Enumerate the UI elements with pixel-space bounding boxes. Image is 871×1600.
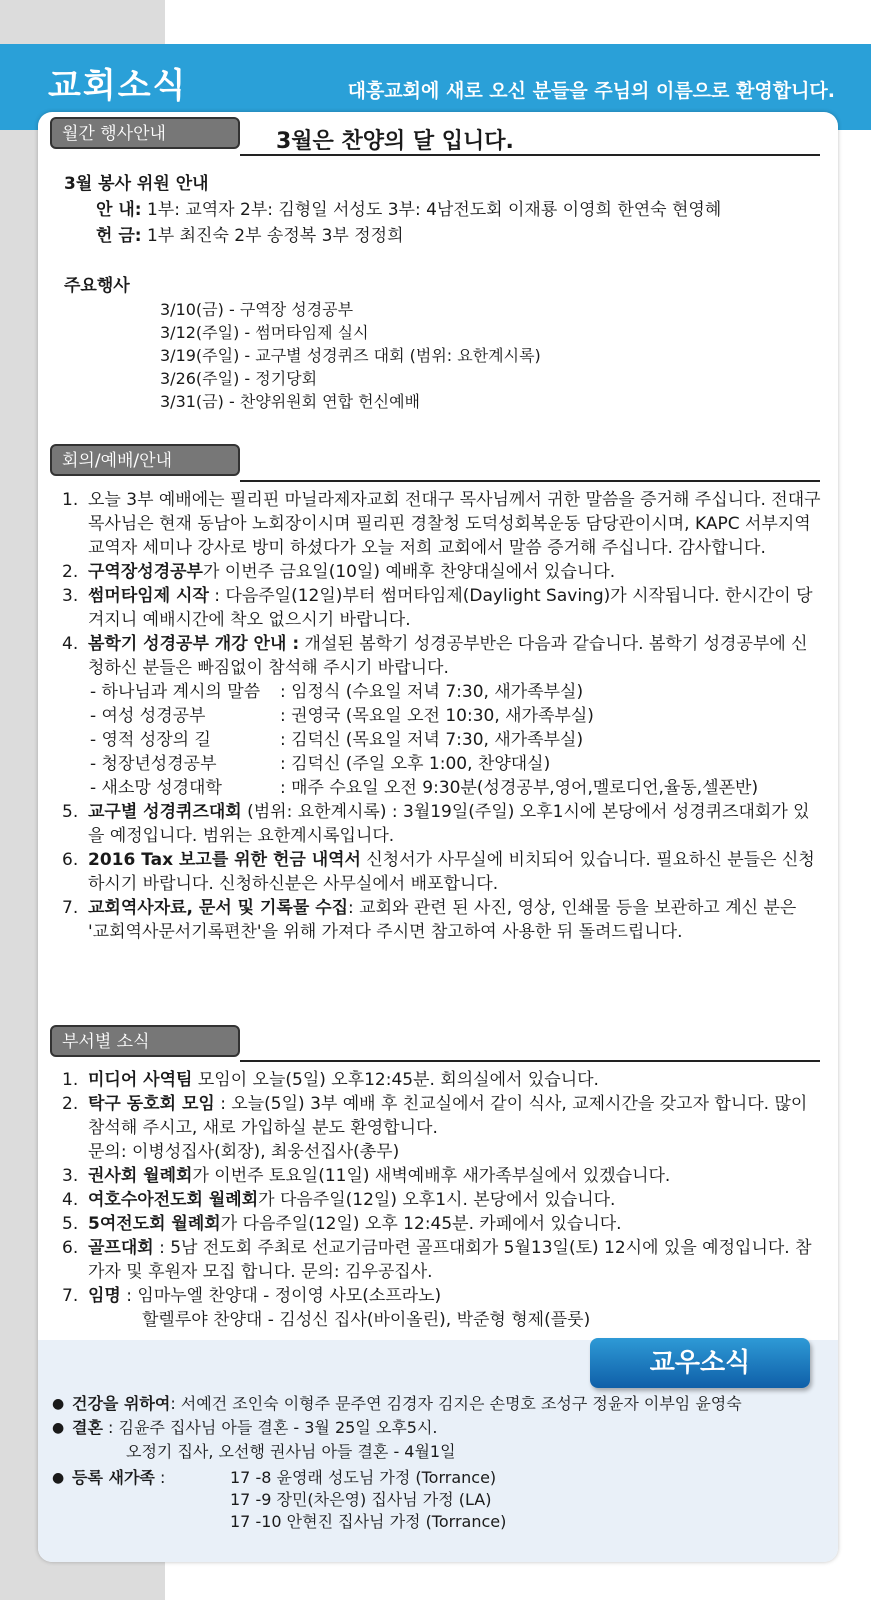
class-name: - 여성 성경공부 [90,706,206,726]
study-class [88,704,822,728]
wedding-text-2: 오정기 집사, 오선행 권사님 아들 결혼 - 4월1일 [126,1442,456,1461]
item-text: : 5남 전도회 주최로 선교기금마련 골프대회가 5월13일(토) 12시에 있을 예정입니다. 참가자 및 후원자 모집 합니다. 문의: 김우공집사. [88,1238,812,1282]
class-name: - 영적 성장의 길 [90,730,211,750]
health-text: : 서예건 조인숙 이형주 문주연 김경자 김지은 손명호 조성구 정윤자 이부임 윤영숙 [170,1394,742,1413]
list-item [62,1164,822,1188]
event-item: 3/26(주일) - 정기당회 [160,369,318,388]
appoint-line: 할렐루야 찬양대 - 김성신 집사(바이올린), 박준형 형제(플룻) [142,1310,591,1330]
bullet-icon: ● [52,1470,65,1486]
item-number: 3. [62,586,79,606]
health-label: 건강을 위하여 [72,1394,171,1413]
item-text: 개설된 봄학기 성경공부반은 다음과 같습니다. 봄학기 성경공부에 신청하신 분들은 빠짐없이 참석해 주시기 바랍니다. [88,634,808,678]
section-divider [240,480,820,482]
event-item: 3/19(주일) - 교구별 성경퀴즈 대회 (범위: 요한계시록) [160,346,541,365]
events-heading: 주요행사 [64,276,130,296]
class-name: - 새소망 성경대학 [90,778,222,798]
class-name: - 하나님과 계시의 말씀 [90,682,261,702]
study-class [88,776,822,800]
list-item [62,560,822,584]
item-number: 1. [62,490,79,510]
list-item [62,1068,822,1092]
item-number: 1. [62,1070,79,1090]
item-text: 신청서가 사무실에 비치되어 있습니다. 필요하신 분들은 신청하시기 바랍니다. 신청하신분은 사무실에서 배포합니다. [88,850,815,894]
study-class [88,752,822,776]
meeting-list [62,488,822,944]
item-number: 6. [62,850,79,870]
section-divider [240,1060,820,1062]
contact-line: 문의: 이병성집사(회장), 최웅선집사(총무) [88,1142,400,1162]
guide-label: 안 내: [96,200,142,220]
item-bold: 권사회 월례회 [88,1166,193,1186]
list-item [62,632,822,800]
item-number: 2. [62,1094,79,1114]
item-bold: 교회역사자료, 문서 및 기록물 수집 [88,898,349,918]
item-number: 4. [62,1190,79,1210]
bullet-icon: ● [52,1420,65,1436]
wedding-line [72,1416,438,1440]
item-bold: 5여전도회 월례회 [88,1214,221,1234]
list-item [62,1236,822,1284]
guide-line [96,198,721,222]
item-text: 모임이 오늘(5일) 오후12:45분. 회의실에서 있습니다. [192,1070,599,1090]
guide-text: 1부: 교역자 2부: 김형일 서성도 3부: 4남전도회 이재룡 이영희 한연숙 현영혜 [146,200,722,220]
study-class [88,680,822,704]
item-bold: 골프대회 [88,1238,154,1258]
newfam-item: 17 -9 장민(차은영) 집사님 가정 (LA) [230,1490,492,1509]
wedding-text-1: : 김윤주 집사님 아들 결혼 - 3월 25일 오후5시. [102,1418,438,1437]
list-item [62,488,822,560]
class-detail: : 김덕신 (목요일 저녁 7:30, 새가족부실) [280,730,584,750]
event-item: 3/12(주일) - 썸머타임제 실시 [160,323,369,342]
item-bold: 여호수아전도회 월례회 [88,1190,259,1210]
item-text: 오늘 3부 예배에는 필리핀 마닐라제자교회 전대구 목사님께서 귀한 말씀을 증거해 주십니다. 전대구 목사님은 현재 동남아 노회장이시며 필리핀 경찰청 도덕성회복운동 담당관이시며, KAPC 서부지역 교역자 세미나 강사로 방미 하셨다가 오늘 저희 교회에서 말씀 증거해 주십니다. 감사합니다. [88,490,821,558]
item-text: : 다음주일(12일)부터 썸머타임제(Daylight Saving)가 시작됩니다. 한시간이 당겨지니 예배시간에 착오 없으시기 바랍니다. [88,586,813,630]
wedding-label: 결혼 [72,1418,103,1437]
list-item [62,1188,822,1212]
item-number: 5. [62,1214,79,1234]
members-badge: 교우소식 [590,1338,810,1388]
item-text: (범위: 요한계시록) : 3월19일(주일) 오후1시에 본당에서 성경퀴즈대회가 있을 예정입니다. 범위는 요한계시록입니다. [88,802,810,846]
monthly-headline: 3월은 찬양의 달 입니다. [276,129,514,154]
item-bold: 임명 [88,1286,121,1306]
item-bold: 교구별 성경퀴즈대회 [88,802,242,822]
class-detail: : 권영국 (목요일 오전 10:30, 새가족부실) [280,706,594,726]
list-item [62,848,822,896]
class-detail: : 김덕신 (주일 오후 1:00, 찬양대실) [280,754,551,774]
welcome-text: 대흥교회에 새로 오신 분들을 주님의 이름으로 환영합니다. [347,80,835,102]
item-number: 7. [62,1286,79,1306]
item-number: 3. [62,1166,79,1186]
bullet-icon: ● [52,1396,65,1412]
class-detail: : 임정식 (수요일 저녁 7:30, 새가족부실) [280,682,584,702]
service-heading: 3월 봉사 위원 안내 [64,174,209,194]
class-detail: : 매주 수요일 오전 9:30분(성경공부,영어,멜로디언,율동,셀폰반) [280,778,759,798]
item-bold: 구역장성경공부 [88,562,203,582]
item-text: : 오늘(5일) 3부 예배 후 친교실에서 같이 식사, 교제시간을 갖고자 합니다. 많이 참석해 주시고, 새로 가입하실 분도 환영합니다. [88,1094,808,1138]
offering-text: 1부 최진숙 2부 송정복 3부 정정희 [146,226,404,246]
item-number: 2. [62,562,79,582]
page-title: 교회소식 [48,66,188,106]
dept-list [62,1068,822,1332]
item-text: : 임마누엘 찬양대 - 정이영 사모(소프라노) [120,1286,442,1306]
list-item [62,584,822,632]
item-text: : 교회와 관련 된 사진, 영상, 인쇄물 등을 보관하고 계신 분은 '교회역사문서기록편찬'을 위해 가져다 주시면 참고하여 사용한 뒤 돌려드립니다. [88,898,797,942]
item-text: 가 이번주 금요일(10일) 예배후 찬양대실에서 있습니다. [202,562,616,582]
item-bold: 봄학기 성경공부 개강 안내 : [88,634,300,654]
item-bold: 미디어 사역팀 [88,1070,193,1090]
tab-meeting: 회의/예배/안내 [50,444,240,476]
class-name: - 청장년성경공부 [90,754,217,774]
item-bold: 2016 Tax 보고를 위한 헌금 내역서 [88,850,361,870]
item-number: 5. [62,802,79,822]
list-item [62,896,822,944]
item-number: 7. [62,898,79,918]
list-item [62,1212,822,1236]
item-number: 4. [62,634,79,654]
newfam-label: 등록 새가족 [72,1468,155,1487]
offering-line [96,224,404,248]
tab-monthly: 월간 행사안내 [50,117,240,149]
offering-label: 헌 금: [96,226,142,246]
item-bold: 탁구 동호회 모임 [88,1094,215,1114]
newfam-colon: : [154,1468,166,1487]
list-item [62,800,822,848]
newfam-line [72,1466,165,1490]
health-line [72,1392,742,1416]
event-item: 3/10(금) - 구역장 성경공부 [160,300,354,319]
item-number: 6. [62,1238,79,1258]
item-bold: 썸머타임제 시작 [88,586,209,606]
newfam-item: 17 -8 윤영래 성도님 가정 (Torrance) [230,1468,497,1487]
tab-department: 부서별 소식 [50,1025,240,1057]
item-text: 가 다음주일(12일) 오후1시. 본당에서 있습니다. [258,1190,616,1210]
study-class [88,728,822,752]
list-item [62,1092,822,1164]
event-item: 3/31(금) - 찬양위원회 연합 헌신예배 [160,392,421,411]
newfam-item: 17 -10 안현진 집사님 가정 (Torrance) [230,1512,507,1531]
item-text: 가 다음주일(12일) 오후 12:45분. 카페에서 있습니다. [220,1214,622,1234]
list-item [62,1284,822,1332]
item-text: 가 이번주 토요일(11일) 새벽예배후 새가족부실에서 있겠습니다. [192,1166,671,1186]
